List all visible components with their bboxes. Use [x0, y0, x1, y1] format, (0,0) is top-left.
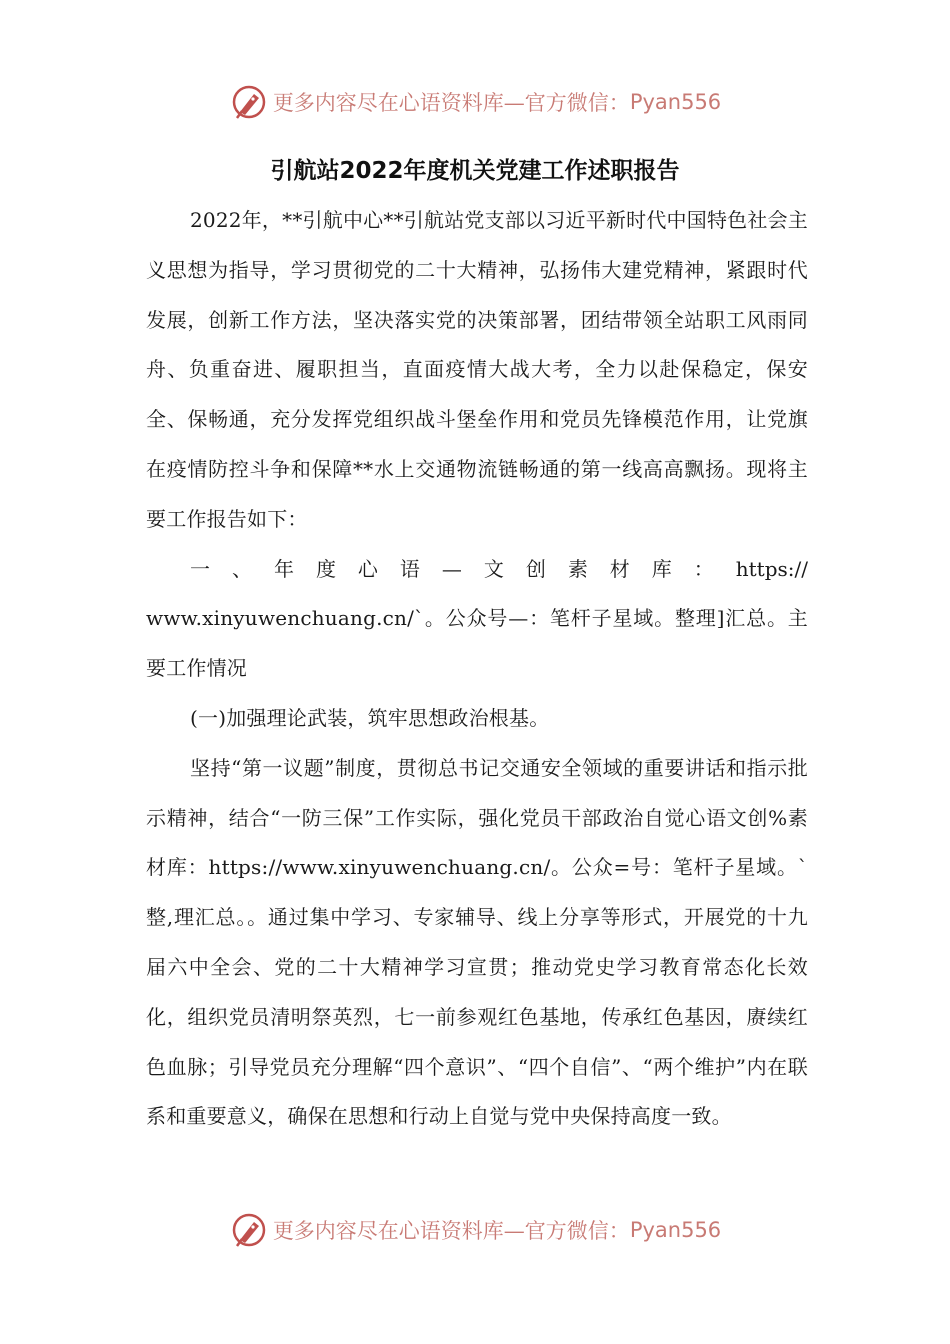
document-title: 引航站2022年度机关党建工作述职报告	[270, 158, 680, 184]
section-heading-line: 一、年度心语—文创素材库：https://	[190, 556, 808, 581]
paragraph-body: 坚持“第一议题”制度，贯彻总书记交通安全领域的重要讲话和指示批示精神，结合“一防三保”工作实际，强化党员干部政治自觉心语文创%素材库：https://www.xinyuwenchuang.cn/。公众=号：笔杆子星域。`整,理汇总。。通过集中学习、专家辅导、线上分享等形式，开展党的十九届六中全会、党的二十大精神学习宣贯；推动党史学习教育常态化长效化，组织党员清明祭英烈，七一前参观红色基地，传承红色基因，赓续红色血脉；引导党员充分理解“四个意识”、“四个自信”、“两个维护”内在联系和重要意义，确保在思想和行动上自觉与党中央保持高度一致。	[146, 755, 808, 1129]
banner-wechat-id: Pyan556	[629, 90, 722, 114]
banner-wechat-id: Pyan556	[629, 1218, 722, 1242]
pen-nib-logo-icon	[229, 82, 269, 122]
banner-text: 更多内容尽在心语资料库—官方微信：	[272, 1219, 630, 1243]
header-banner	[0, 80, 950, 124]
pen-nib-logo-icon	[229, 1210, 269, 1250]
footer-banner	[0, 1208, 950, 1252]
document-body	[146, 196, 808, 1142]
banner-text: 更多内容尽在心语资料库—官方微信：	[272, 91, 630, 115]
section-heading-continued: www.xinyuwenchuang.cn/`。公众号—：笔杆子星域。整理]汇总。主要工作情况	[146, 606, 808, 681]
paragraph-intro: 2022年，**引航中心**引航站党支部以习近平新时代中国特色社会主义思想为指导，学习贯彻党的二十大精神，弘扬伟大建党精神，紧跟时代发展，创新工作方法，坚决落实党的决策部署，团结带领全站职工风雨同舟、负重奋进、履职担当，直面疫情大战大考，全力以赴保稳定，保安全、保畅通，充分发挥党组织战斗堡垒作用和党员先锋模范作用，让党旗在疫情防控斗争和保障**水上交通物流链畅通的第一线高高飘扬。现将主要工作报告如下：	[146, 208, 808, 531]
subsection-heading: (一)加强理论武装，筑牢思想政治根基。	[190, 705, 550, 730]
